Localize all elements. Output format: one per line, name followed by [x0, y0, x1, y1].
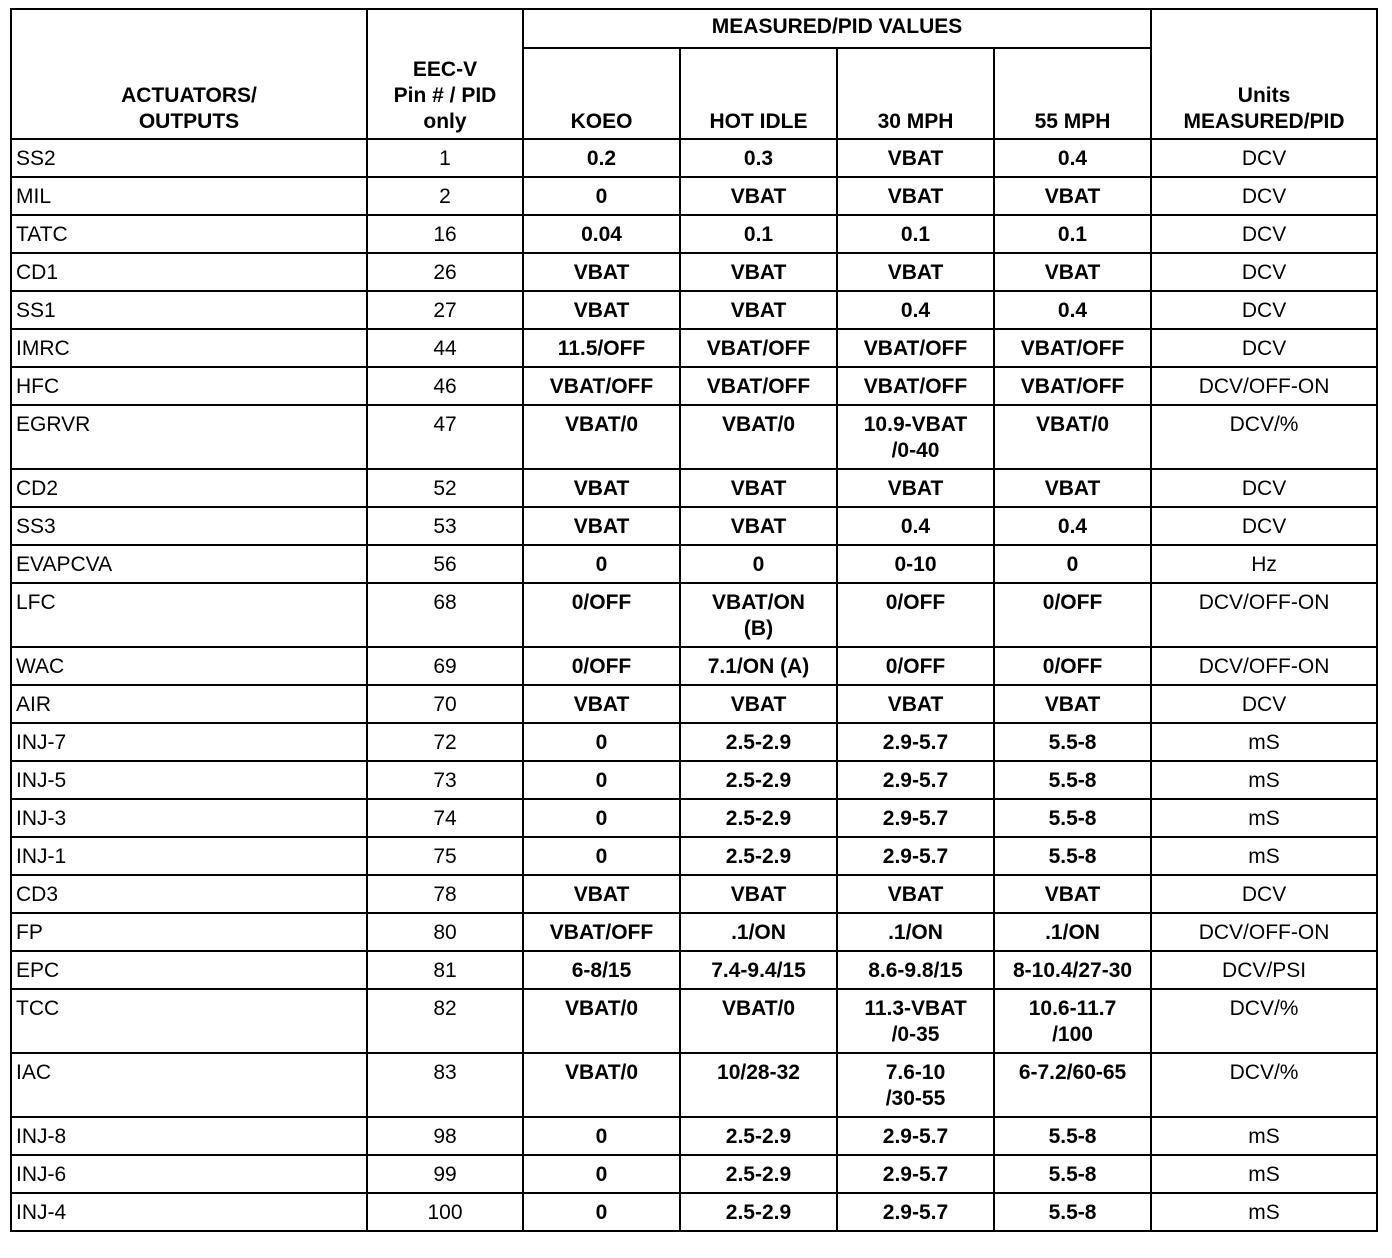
- table-row: [11, 989, 1377, 1053]
- mph55-cell: VBAT: [994, 469, 1151, 507]
- mph30-cell: 2.9-5.7: [837, 1193, 994, 1231]
- table-row: [11, 875, 1377, 913]
- pin-cell: 68: [367, 583, 523, 647]
- mph55-cell: VBAT/OFF: [994, 367, 1151, 405]
- pin-cell: 2: [367, 177, 523, 215]
- units-cell: mS: [1151, 1193, 1377, 1231]
- hot-idle-cell: 2.5-2.9: [680, 1117, 837, 1155]
- mph55-cell: VBAT/OFF: [994, 329, 1151, 367]
- table-body: [11, 139, 1377, 1231]
- mph55-cell: 0.4: [994, 291, 1151, 329]
- actuator-cell: AIR: [11, 685, 367, 723]
- pin-cell: 26: [367, 253, 523, 291]
- header-30mph: 30 MPH: [837, 48, 994, 139]
- table-row: [11, 951, 1377, 989]
- mph30-cell: VBAT: [837, 875, 994, 913]
- mph30-cell: 0/OFF: [837, 647, 994, 685]
- actuator-cell: EPC: [11, 951, 367, 989]
- hot-idle-cell: 2.5-2.9: [680, 837, 837, 875]
- units-cell: DCV/OFF-ON: [1151, 647, 1377, 685]
- hot-idle-cell: VBAT: [680, 469, 837, 507]
- pin-cell: 27: [367, 291, 523, 329]
- actuator-cell: FP: [11, 913, 367, 951]
- units-cell: DCV: [1151, 329, 1377, 367]
- table-row: [11, 1193, 1377, 1231]
- pin-cell: 56: [367, 545, 523, 583]
- hot-idle-cell: 2.5-2.9: [680, 723, 837, 761]
- pin-cell: 74: [367, 799, 523, 837]
- units-cell: DCV/OFF-ON: [1151, 367, 1377, 405]
- hot-idle-cell: VBAT/ON (B): [680, 583, 837, 647]
- koeo-cell: VBAT: [523, 253, 680, 291]
- koeo-cell: 0.2: [523, 139, 680, 177]
- table-row: [11, 583, 1377, 647]
- mph30-cell: 2.9-5.7: [837, 837, 994, 875]
- mph30-cell: 8.6-9.8/15: [837, 951, 994, 989]
- mph55-cell: .1/ON: [994, 913, 1151, 951]
- pin-cell: 52: [367, 469, 523, 507]
- koeo-cell: 0: [523, 837, 680, 875]
- actuator-cell: HFC: [11, 367, 367, 405]
- units-cell: mS: [1151, 1117, 1377, 1155]
- koeo-cell: VBAT/0: [523, 989, 680, 1053]
- koeo-cell: 0/OFF: [523, 647, 680, 685]
- pin-cell: 70: [367, 685, 523, 723]
- mph55-cell: 5.5-8: [994, 761, 1151, 799]
- table-row: [11, 215, 1377, 253]
- table-row: [11, 139, 1377, 177]
- mph55-cell: 5.5-8: [994, 1155, 1151, 1193]
- table-row: [11, 545, 1377, 583]
- units-cell: DCV: [1151, 215, 1377, 253]
- koeo-cell: 0: [523, 545, 680, 583]
- units-cell: DCV/%: [1151, 1053, 1377, 1117]
- koeo-cell: VBAT: [523, 291, 680, 329]
- pin-cell: 72: [367, 723, 523, 761]
- pin-cell: 75: [367, 837, 523, 875]
- mph55-cell: VBAT: [994, 177, 1151, 215]
- pin-cell: 99: [367, 1155, 523, 1193]
- table-row: [11, 913, 1377, 951]
- actuator-cell: CD1: [11, 253, 367, 291]
- mph30-cell: VBAT: [837, 177, 994, 215]
- mph30-cell: VBAT: [837, 469, 994, 507]
- table-row: [11, 723, 1377, 761]
- mph30-cell: 2.9-5.7: [837, 1117, 994, 1155]
- hot-idle-cell: VBAT: [680, 875, 837, 913]
- pin-cell: 83: [367, 1053, 523, 1117]
- mph55-cell: 0/OFF: [994, 583, 1151, 647]
- mph30-cell: 2.9-5.7: [837, 761, 994, 799]
- mph30-cell: 0.4: [837, 291, 994, 329]
- header-measured-group: MEASURED/PID VALUES: [523, 9, 1151, 48]
- hot-idle-cell: 0.1: [680, 215, 837, 253]
- actuator-cell: CD2: [11, 469, 367, 507]
- hot-idle-cell: 2.5-2.9: [680, 761, 837, 799]
- units-cell: mS: [1151, 723, 1377, 761]
- mph30-cell: VBAT: [837, 685, 994, 723]
- koeo-cell: 0: [523, 723, 680, 761]
- actuator-cell: TATC: [11, 215, 367, 253]
- mph55-cell: VBAT: [994, 253, 1151, 291]
- actuator-cell: SS2: [11, 139, 367, 177]
- units-cell: DCV/PSI: [1151, 951, 1377, 989]
- pin-cell: 100: [367, 1193, 523, 1231]
- units-cell: DCV/%: [1151, 405, 1377, 469]
- actuator-cell: SS1: [11, 291, 367, 329]
- mph55-cell: 0.1: [994, 215, 1151, 253]
- mph30-cell: 10.9-VBAT /0-40: [837, 405, 994, 469]
- table-row: [11, 799, 1377, 837]
- units-cell: DCV/OFF-ON: [1151, 583, 1377, 647]
- header-units: Units MEASURED/PID: [1151, 9, 1377, 139]
- header-hot-idle: HOT IDLE: [680, 48, 837, 139]
- table-row: [11, 329, 1377, 367]
- units-cell: Hz: [1151, 545, 1377, 583]
- hot-idle-cell: 2.5-2.9: [680, 1193, 837, 1231]
- units-cell: DCV: [1151, 875, 1377, 913]
- koeo-cell: 0: [523, 177, 680, 215]
- pin-cell: 46: [367, 367, 523, 405]
- mph55-cell: 6-7.2/60-65: [994, 1053, 1151, 1117]
- units-cell: DCV: [1151, 139, 1377, 177]
- koeo-cell: VBAT: [523, 507, 680, 545]
- mph30-cell: 2.9-5.7: [837, 799, 994, 837]
- actuator-cell: IMRC: [11, 329, 367, 367]
- pid-values-table-wrapper: [10, 8, 1376, 1232]
- hot-idle-cell: 10/28-32: [680, 1053, 837, 1117]
- hot-idle-cell: VBAT/0: [680, 989, 837, 1053]
- table-row: [11, 507, 1377, 545]
- table-row: [11, 1117, 1377, 1155]
- koeo-cell: VBAT: [523, 875, 680, 913]
- pin-cell: 80: [367, 913, 523, 951]
- actuator-cell: IAC: [11, 1053, 367, 1117]
- hot-idle-cell: 0.3: [680, 139, 837, 177]
- mph55-cell: 0.4: [994, 507, 1151, 545]
- koeo-cell: 0.04: [523, 215, 680, 253]
- koeo-cell: VBAT/0: [523, 405, 680, 469]
- table-row: [11, 837, 1377, 875]
- koeo-cell: 0/OFF: [523, 583, 680, 647]
- hot-idle-cell: 7.1/ON (A): [680, 647, 837, 685]
- hot-idle-cell: 2.5-2.9: [680, 799, 837, 837]
- units-cell: mS: [1151, 837, 1377, 875]
- units-cell: DCV/%: [1151, 989, 1377, 1053]
- actuator-cell: INJ-3: [11, 799, 367, 837]
- koeo-cell: 0: [523, 761, 680, 799]
- mph55-cell: 0/OFF: [994, 647, 1151, 685]
- table-header: [11, 9, 1377, 139]
- units-cell: DCV: [1151, 685, 1377, 723]
- mph30-cell: VBAT: [837, 139, 994, 177]
- koeo-cell: 11.5/OFF: [523, 329, 680, 367]
- koeo-cell: VBAT: [523, 469, 680, 507]
- pin-cell: 44: [367, 329, 523, 367]
- actuator-cell: EGRVR: [11, 405, 367, 469]
- koeo-cell: 6-8/15: [523, 951, 680, 989]
- hot-idle-cell: VBAT: [680, 253, 837, 291]
- actuator-cell: TCC: [11, 989, 367, 1053]
- hot-idle-cell: VBAT: [680, 177, 837, 215]
- header-actuators: ACTUATORS/ OUTPUTS: [11, 9, 367, 139]
- mph30-cell: 11.3-VBAT /0-35: [837, 989, 994, 1053]
- header-55mph: 55 MPH: [994, 48, 1151, 139]
- koeo-cell: 0: [523, 1155, 680, 1193]
- mph30-cell: .1/ON: [837, 913, 994, 951]
- pin-cell: 69: [367, 647, 523, 685]
- actuator-cell: LFC: [11, 583, 367, 647]
- mph55-cell: 0: [994, 545, 1151, 583]
- mph30-cell: VBAT: [837, 253, 994, 291]
- mph55-cell: 5.5-8: [994, 1193, 1151, 1231]
- mph30-cell: 0/OFF: [837, 583, 994, 647]
- table-row: [11, 291, 1377, 329]
- mph30-cell: 2.9-5.7: [837, 1155, 994, 1193]
- units-cell: DCV: [1151, 177, 1377, 215]
- actuator-cell: INJ-5: [11, 761, 367, 799]
- koeo-cell: VBAT: [523, 685, 680, 723]
- header-koeo: KOEO: [523, 48, 680, 139]
- pin-cell: 82: [367, 989, 523, 1053]
- hot-idle-cell: 0: [680, 545, 837, 583]
- table-row: [11, 647, 1377, 685]
- actuator-cell: MIL: [11, 177, 367, 215]
- koeo-cell: VBAT/0: [523, 1053, 680, 1117]
- units-cell: DCV: [1151, 253, 1377, 291]
- mph55-cell: VBAT: [994, 875, 1151, 913]
- mph55-cell: 5.5-8: [994, 723, 1151, 761]
- mph55-cell: VBAT: [994, 685, 1151, 723]
- mph30-cell: 0.1: [837, 215, 994, 253]
- mph30-cell: VBAT/OFF: [837, 367, 994, 405]
- actuator-cell: INJ-1: [11, 837, 367, 875]
- pin-cell: 98: [367, 1117, 523, 1155]
- table-row: [11, 405, 1377, 469]
- mph55-cell: VBAT/0: [994, 405, 1151, 469]
- mph30-cell: 7.6-10 /30-55: [837, 1053, 994, 1117]
- mph55-cell: 8-10.4/27-30: [994, 951, 1151, 989]
- table-row: [11, 1155, 1377, 1193]
- hot-idle-cell: 2.5-2.9: [680, 1155, 837, 1193]
- pin-cell: 73: [367, 761, 523, 799]
- pin-cell: 81: [367, 951, 523, 989]
- units-cell: mS: [1151, 799, 1377, 837]
- mph55-cell: 5.5-8: [994, 1117, 1151, 1155]
- units-cell: DCV: [1151, 469, 1377, 507]
- table-row: [11, 367, 1377, 405]
- hot-idle-cell: VBAT: [680, 685, 837, 723]
- mph30-cell: 2.9-5.7: [837, 723, 994, 761]
- header-pin: EEC-V Pin # / PID only: [367, 9, 523, 139]
- actuator-cell: WAC: [11, 647, 367, 685]
- pid-values-table: [10, 8, 1378, 1232]
- pin-cell: 78: [367, 875, 523, 913]
- units-cell: DCV: [1151, 507, 1377, 545]
- table-row: [11, 177, 1377, 215]
- units-cell: mS: [1151, 761, 1377, 799]
- koeo-cell: VBAT/OFF: [523, 913, 680, 951]
- actuator-cell: INJ-6: [11, 1155, 367, 1193]
- actuator-cell: INJ-4: [11, 1193, 367, 1231]
- koeo-cell: 0: [523, 1193, 680, 1231]
- hot-idle-cell: .1/ON: [680, 913, 837, 951]
- table-row: [11, 253, 1377, 291]
- hot-idle-cell: VBAT/0: [680, 405, 837, 469]
- actuator-cell: INJ-8: [11, 1117, 367, 1155]
- koeo-cell: 0: [523, 1117, 680, 1155]
- hot-idle-cell: 7.4-9.4/15: [680, 951, 837, 989]
- pin-cell: 1: [367, 139, 523, 177]
- hot-idle-cell: VBAT/OFF: [680, 329, 837, 367]
- koeo-cell: 0: [523, 799, 680, 837]
- units-cell: DCV: [1151, 291, 1377, 329]
- mph30-cell: 0.4: [837, 507, 994, 545]
- hot-idle-cell: VBAT/OFF: [680, 367, 837, 405]
- mph55-cell: 10.6-11.7 /100: [994, 989, 1151, 1053]
- table-row: [11, 1053, 1377, 1117]
- units-cell: DCV/OFF-ON: [1151, 913, 1377, 951]
- hot-idle-cell: VBAT: [680, 507, 837, 545]
- table-row: [11, 685, 1377, 723]
- mph55-cell: 5.5-8: [994, 799, 1151, 837]
- table-row: [11, 469, 1377, 507]
- actuator-cell: EVAPCVA: [11, 545, 367, 583]
- pin-cell: 47: [367, 405, 523, 469]
- mph30-cell: VBAT/OFF: [837, 329, 994, 367]
- hot-idle-cell: VBAT: [680, 291, 837, 329]
- actuator-cell: INJ-7: [11, 723, 367, 761]
- actuator-cell: CD3: [11, 875, 367, 913]
- actuator-cell: SS3: [11, 507, 367, 545]
- table-row: [11, 761, 1377, 799]
- mph30-cell: 0-10: [837, 545, 994, 583]
- pin-cell: 16: [367, 215, 523, 253]
- pin-cell: 53: [367, 507, 523, 545]
- koeo-cell: VBAT/OFF: [523, 367, 680, 405]
- mph55-cell: 5.5-8: [994, 837, 1151, 875]
- units-cell: mS: [1151, 1155, 1377, 1193]
- mph55-cell: 0.4: [994, 139, 1151, 177]
